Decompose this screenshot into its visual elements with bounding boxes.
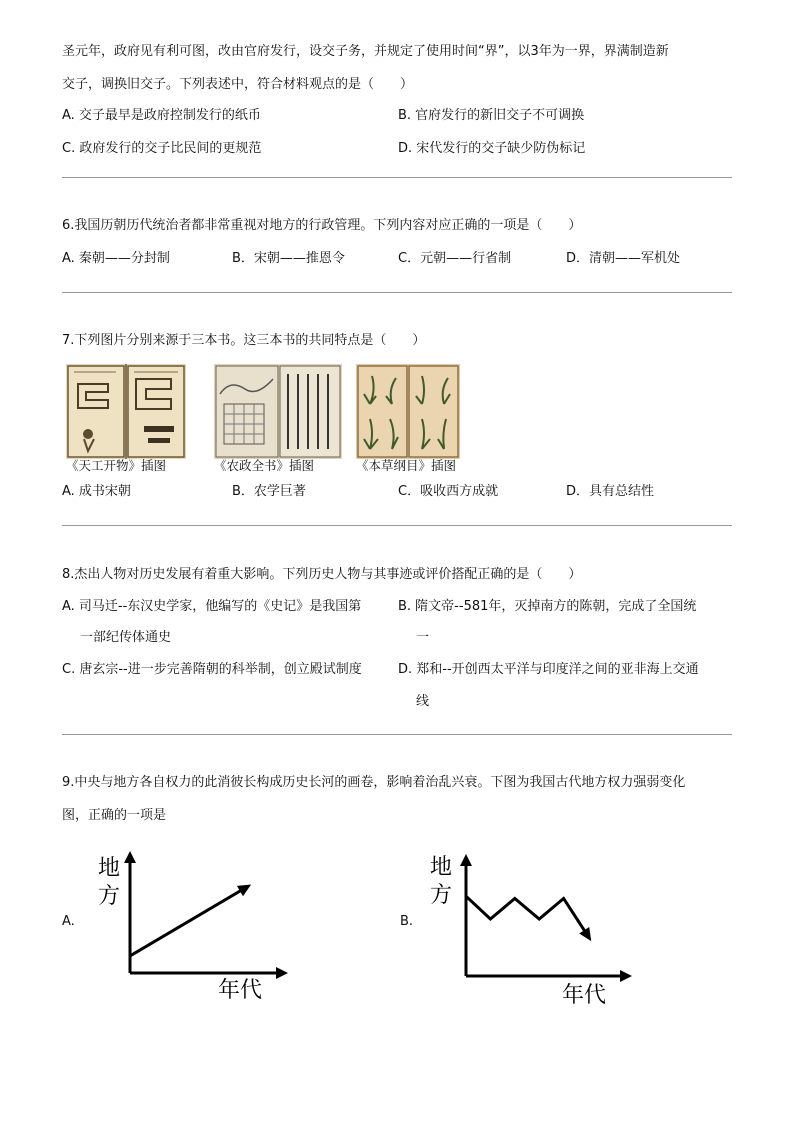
caption-nongzheng-quanshu: 《农政全书》插图 — [214, 458, 315, 473]
q9-stem-line1: 9.中央与地方各自权力的此消彼长构成历史长河的画卷，影响着治乱兴衰。下图为我国古代地方权力强弱变化 — [62, 775, 686, 790]
chart-a-ylabel-1: 地 — [98, 856, 121, 881]
q5-stem-line2: 交子，调换旧交子。下列表述中，符合材料观点的是（ ） — [62, 77, 414, 92]
chart-b-point — [539, 919, 540, 920]
q8-option-d-line2[interactable]: 线 — [416, 694, 430, 709]
q8-option-b-line2[interactable]: 一 — [416, 630, 430, 645]
q7-option-c[interactable]: C．吸收西方成就 — [398, 484, 499, 499]
q5-option-c[interactable]: C. 政府发行的交子比民间的更规范 — [62, 141, 262, 156]
q9-option-a-label[interactable]: A. — [62, 914, 75, 929]
q8-option-c[interactable]: C. 唐玄宗--进一步完善隋朝的科举制，创立殿试制度 — [62, 662, 362, 677]
chart-a-y-arrow — [124, 851, 136, 863]
q5-stem-line1: 圣元年，政府见有利可图，改由官府发行，设交子务，并规定了使用时间“界”，以3年为一界，界满制造新 — [62, 44, 669, 59]
chart-b-point — [514, 898, 515, 899]
chart-b-point — [466, 896, 467, 897]
q8-option-a-line2[interactable]: 一部纪传体通史 — [80, 630, 172, 645]
q5-option-a[interactable]: A. 交子最早是政府控制发行的纸币 — [62, 108, 261, 123]
q6-option-d[interactable]: D．清朝——军机处 — [566, 251, 681, 266]
chart-a-x-arrow — [276, 967, 288, 979]
bencao-gangmu-illustration — [356, 364, 460, 459]
divider — [62, 177, 732, 178]
chart-b-ylabel-1: 地 — [430, 855, 453, 880]
q7-option-b[interactable]: B．农学巨著 — [232, 484, 306, 499]
q8-option-d-line1[interactable]: D. 郑和--开创西太平洋与印度洋之间的亚非海上交通 — [398, 662, 699, 677]
q9-option-b-label[interactable]: B. — [400, 914, 414, 929]
chart-b-x-arrow — [620, 970, 632, 982]
q8-stem: 8.杰出人物对历史发展有着重大影响。下列历史人物与其事迹或评价搭配正确的是（ ） — [62, 567, 582, 582]
chart-b-series-line — [466, 896, 588, 936]
chart-a-point — [130, 955, 131, 956]
divider — [62, 292, 732, 293]
q6-option-b[interactable]: B．宋朝——推恩令 — [232, 251, 345, 266]
q7-option-a[interactable]: A. 成书宋朝 — [62, 484, 131, 499]
chart-b-point — [563, 898, 564, 899]
chart-a-series-line — [130, 888, 246, 956]
chart-a[interactable] — [90, 845, 300, 1005]
q9-stem-line2: 图，正确的一项是 — [62, 808, 167, 823]
q6-option-a[interactable]: A. 秦朝——分封制 — [62, 251, 170, 266]
divider — [62, 734, 732, 735]
nongzheng-quanshu-illustration — [214, 364, 342, 459]
q6-option-c[interactable]: C．元朝——行省制 — [398, 251, 512, 266]
q5-option-b[interactable]: B. 官府发行的新旧交子不可调换 — [398, 108, 585, 123]
chart-b-xlabel: 年代 — [562, 983, 607, 1008]
q5-option-d[interactable]: D. 宋代发行的交子缺少防伪标记 — [398, 141, 586, 156]
q7-option-d[interactable]: D．具有总结性 — [566, 484, 655, 499]
chart-b-ylabel-2: 方 — [430, 883, 453, 908]
q8-option-a-line1[interactable]: A. 司马迁--东汉史学家，他编写的《史记》是我国第 — [62, 599, 362, 614]
caption-tiangong-kaiwu: 《天工开物》插图 — [66, 458, 167, 473]
divider — [62, 525, 732, 526]
q6-stem: 6.我国历朝历代统治者都非常重视对地方的行政管理。下列内容对应正确的一项是（ ） — [62, 218, 582, 233]
tiangong-kaiwu-illustration — [66, 364, 186, 459]
chart-a-ylabel-2: 方 — [98, 884, 121, 909]
chart-b-point — [490, 919, 491, 920]
chart-b-y-arrow — [460, 854, 472, 866]
chart-b[interactable] — [426, 848, 641, 1008]
chart-a-xlabel: 年代 — [218, 978, 263, 1003]
q8-option-b-line1[interactable]: B. 隋文帝--581年，灭掉南方的陈朝，完成了全国统 — [398, 599, 697, 614]
q7-stem: 7.下列图片分别来源于三本书。这三本书的共同特点是（ ） — [62, 333, 426, 348]
caption-bencao-gangmu: 《本草纲目》插图 — [356, 458, 457, 473]
